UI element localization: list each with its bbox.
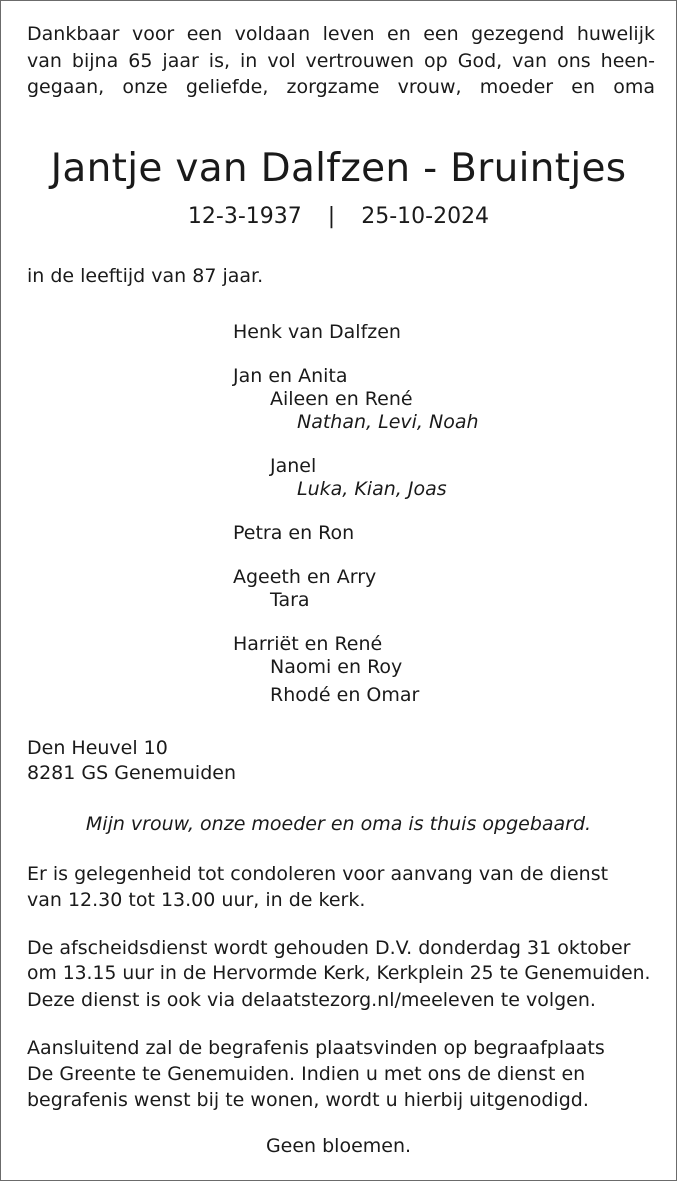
service-line: om 13.15 uur in de Hervormde Kerk, Kerkplein 25 te Genemuiden.	[27, 963, 651, 984]
intro-line: van bijna 65 jaar is, in vol vertrouwen op God, van ons heen-	[27, 49, 655, 72]
family-member: Jan en Anita	[233, 365, 348, 387]
condolence-paragraph	[27, 861, 655, 913]
family-member: Naomi en Roy	[270, 656, 403, 678]
service-line: De afscheidsdienst wordt gehouden D.V. donderdag 31 oktober	[27, 937, 631, 959]
family-member: Nathan, Levi, Noah	[297, 411, 479, 433]
family-member: Ageeth en Arry	[233, 566, 377, 588]
life-dates	[1, 204, 676, 229]
family-member: Aileen en René	[270, 388, 413, 410]
family-member: Petra en Ron	[233, 522, 355, 544]
intro-line: Dankbaar voor een voldaan leven en een gezegend huwelijk	[27, 23, 655, 45]
burial-line: begrafenis wenst bij te wonen, wordt u hierbij uitgenodigd.	[27, 1089, 589, 1111]
family-list	[233, 321, 479, 707]
address-street: Den Heuvel 10	[27, 737, 168, 759]
intro-line: gegaan, onze geliefde, zorgzame vrouw, moeder en oma	[27, 76, 655, 98]
service-paragraph	[27, 935, 655, 1013]
death-date: 25-10-2024	[361, 204, 490, 229]
address	[27, 736, 236, 786]
burial-paragraph	[27, 1035, 655, 1113]
address-postal-city: 8281 GS Genemuiden	[27, 762, 236, 784]
burial-line: Aansluitend zal de begrafenis plaatsvinden op begraafplaats	[27, 1037, 605, 1059]
condolence-line: Er is gelegenheid tot condoleren voor aanvang van de dienst	[27, 863, 609, 885]
age-text: in de leeftijd van 87 jaar.	[27, 265, 264, 287]
family-member: Tara	[270, 589, 310, 611]
family-member: Rhodé en Omar	[270, 684, 420, 706]
service-line: Deze dienst is ook via delaatstezorg.nl/meeleven te volgen.	[27, 989, 596, 1011]
burial-line: De Greente te Genemuiden. Indien u met ons de dienst en	[27, 1063, 586, 1085]
family-member: Henk van Dalfzen	[233, 321, 401, 343]
birth-date: 12-3-1937	[187, 204, 302, 229]
condolence-line: van 12.30 tot 13.00 uur, in de kerk.	[27, 889, 366, 911]
lying-in-state-text: Mijn vrouw, onze moeder en oma is thuis opgebaard.	[85, 813, 592, 835]
closing-text: Geen bloemen.	[265, 1135, 412, 1157]
deceased-name: Jantje van Dalfzen - Bruintjes	[50, 146, 627, 191]
intro-text	[27, 21, 655, 101]
family-member: Janel	[270, 455, 317, 477]
family-member: Harriët en René	[233, 633, 383, 655]
family-member: Luka, Kian, Joas	[297, 478, 447, 500]
date-separator: |	[327, 204, 336, 229]
